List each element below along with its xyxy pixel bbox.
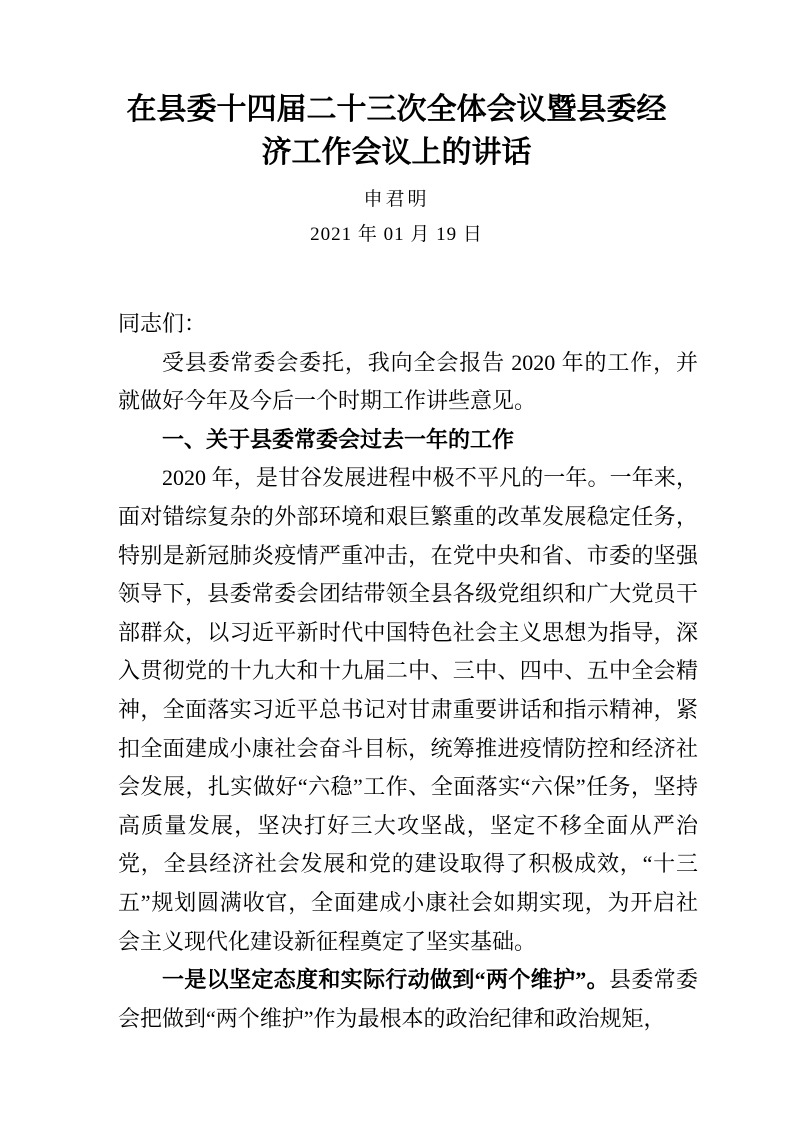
document-body: [0, 305, 793, 1038]
paragraph: [118, 961, 698, 1038]
paragraph-rest: 县委常委会把做到“两个维护”作为最根本的政治纪律和政治规矩，: [118, 967, 698, 1031]
salutation: 同志们：: [118, 311, 207, 336]
paragraph: 受县委常委会委托，我向全会报告 2020 年的工作，并就做好今年及今后一个时期工作讲些意见。: [118, 349, 698, 414]
document-title: 在县委十四届二十三次全体会议暨县委经济工作会议上的讲话: [126, 93, 667, 169]
document-date: 2021 年 01 月 19 日: [310, 224, 483, 245]
paragraph-lead: 一是以坚定态度和实际行动做到“两个维护”。: [162, 967, 609, 993]
document-author: 申君明: [363, 189, 430, 210]
document-header: [0, 0, 793, 247]
section-heading: 一、关于县委常委会过去一年的工作: [162, 426, 515, 452]
paragraph: 2020 年，是甘谷发展进程中极不平凡的一年。一年来，面对错综复杂的外部环境和艰巨繁重的改革发展稳定任务，特别是新冠肺炎疫情严重冲击，在党中央和省、市委的坚强领导下，县委常委会团结带领全县各级党组织和广大党员干部群众，以习近平新时代中国特色社会主义思想为指导，深入贯彻党的十九大和十九届二中、三中、四中、五中全会精神，全面落实习近平总书记对甘肃重要讲话和指示精神，紧扣全面建成小康社会奋斗目标，统筹推进疫情防控和经济社会发展，扎实做好“六稳”工作、全面落实“六保”任务，坚持高质量发展，坚决打好三大攻坚战，坚定不移全面从严治党，全县经济社会发展和党的建设取得了积极成效，“十三五”规划圆满收官，全面建成小康社会如期实现，为开启社会主义现代化建设新征程奠定了坚实基础。: [118, 465, 698, 954]
